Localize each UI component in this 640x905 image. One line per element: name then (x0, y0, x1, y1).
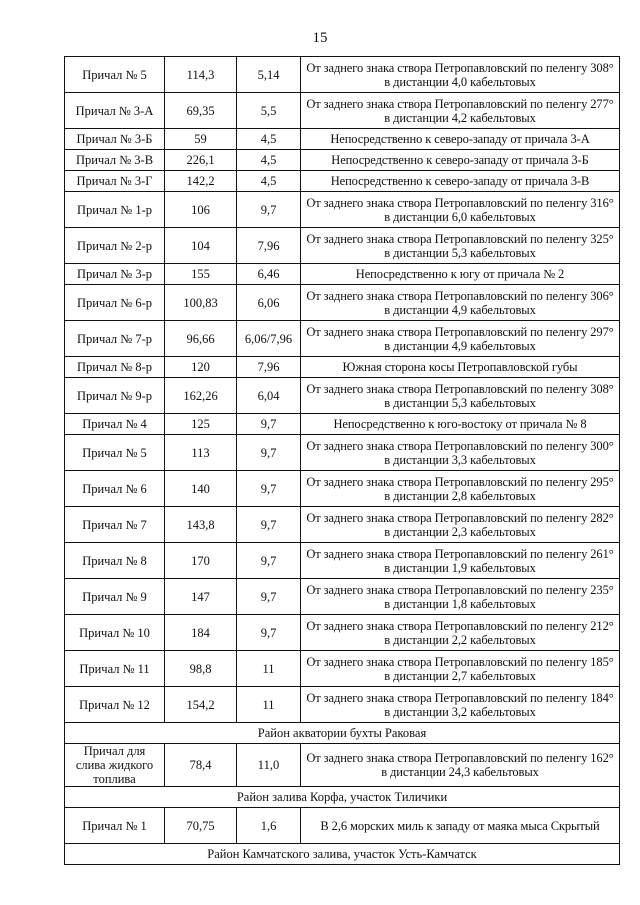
berth-length: 226,1 (165, 150, 237, 171)
berth-name: Причал № 7-р (65, 321, 165, 357)
berth-location: От заднего знака створа Петропавловский по пеленгу 325° в дистанции 5,3 кабельтовых (301, 228, 620, 264)
berth-length: 78,4 (165, 744, 237, 787)
berth-name: Причал для слива жидкого топлива (65, 744, 165, 787)
berth-location: Непосредственно к северо-западу от причала 3-А (301, 129, 620, 150)
berth-name: Причал № 6-р (65, 285, 165, 321)
table-row (65, 57, 620, 93)
berth-length: 142,2 (165, 171, 237, 192)
table-row (65, 357, 620, 378)
berth-depth: 6,06 (237, 285, 301, 321)
berth-depth: 6,46 (237, 264, 301, 285)
berth-length: 113 (165, 435, 237, 471)
berth-depth: 5,5 (237, 93, 301, 129)
table-row (65, 321, 620, 357)
berth-length: 106 (165, 192, 237, 228)
table-row (65, 543, 620, 579)
berth-location: От заднего знака створа Петропавловский по пеленгу 308° в дистанции 4,0 кабельтовых (301, 57, 620, 93)
berth-name: Причал № 1-р (65, 192, 165, 228)
table-row (65, 414, 620, 435)
table-row (65, 129, 620, 150)
berth-location: От заднего знака створа Петропавловский по пеленгу 277° в дистанции 4,2 кабельтовых (301, 93, 620, 129)
berth-depth: 7,96 (237, 357, 301, 378)
section-row (65, 787, 620, 808)
table-row (65, 171, 620, 192)
berth-depth: 9,7 (237, 543, 301, 579)
table-row (65, 507, 620, 543)
table-row (65, 471, 620, 507)
berth-name: Причал № 3-В (65, 150, 165, 171)
berth-length: 69,35 (165, 93, 237, 129)
berth-name: Причал № 9-р (65, 378, 165, 414)
berth-length: 104 (165, 228, 237, 264)
berth-name: Причал № 10 (65, 615, 165, 651)
table-row (65, 651, 620, 687)
berth-length: 147 (165, 579, 237, 615)
table-row (65, 615, 620, 651)
berth-location: Непосредственно к югу от причала № 2 (301, 264, 620, 285)
table-row (65, 687, 620, 723)
berth-depth: 11,0 (237, 744, 301, 787)
berth-length: 170 (165, 543, 237, 579)
berth-location: От заднего знака створа Петропавловский по пеленгу 295° в дистанции 2,8 кабельтовых (301, 471, 620, 507)
berth-name: Причал № 3-Г (65, 171, 165, 192)
berth-location: От заднего знака створа Петропавловский по пеленгу 162° в дистанции 24,3 кабельтовых (301, 744, 620, 787)
section-title: Район залива Корфа, участок Тиличики (65, 787, 620, 808)
berth-location: От заднего знака створа Петропавловский по пеленгу 235° в дистанции 1,8 кабельтовых (301, 579, 620, 615)
berth-name: Причал № 11 (65, 651, 165, 687)
berth-depth: 11 (237, 651, 301, 687)
berth-name: Причал № 5 (65, 57, 165, 93)
table-row (65, 808, 620, 844)
berth-location: От заднего знака створа Петропавловский по пеленгу 308° в дистанции 5,3 кабельтовых (301, 378, 620, 414)
berth-depth: 7,96 (237, 228, 301, 264)
berth-name: Причал № 8 (65, 543, 165, 579)
berth-depth: 4,5 (237, 129, 301, 150)
berth-length: 184 (165, 615, 237, 651)
section-title: Район Камчатского залива, участок Усть-Камчатск (65, 844, 620, 865)
berth-location: Непосредственно к северо-западу от причала 3-В (301, 171, 620, 192)
berth-depth: 6,06/7,96 (237, 321, 301, 357)
berth-location: От заднего знака створа Петропавловский по пеленгу 300° в дистанции 3,3 кабельтовых (301, 435, 620, 471)
berth-location: Южная сторона косы Петропавловской губы (301, 357, 620, 378)
berth-location: От заднего знака створа Петропавловский по пеленгу 184° в дистанции 3,2 кабельтовых (301, 687, 620, 723)
berth-location: От заднего знака створа Петропавловский по пеленгу 261° в дистанции 1,9 кабельтовых (301, 543, 620, 579)
berth-depth: 1,6 (237, 808, 301, 844)
berth-depth: 9,7 (237, 192, 301, 228)
berth-length: 70,75 (165, 808, 237, 844)
berth-length: 140 (165, 471, 237, 507)
berth-name: Причал № 3-А (65, 93, 165, 129)
berth-name: Причал № 5 (65, 435, 165, 471)
table-row (65, 579, 620, 615)
berth-name: Причал № 3-р (65, 264, 165, 285)
berth-name: Причал № 12 (65, 687, 165, 723)
table-row (65, 93, 620, 129)
berth-depth: 4,5 (237, 171, 301, 192)
berth-depth: 6,04 (237, 378, 301, 414)
berth-name: Причал № 2-р (65, 228, 165, 264)
section-title: Район акватории бухты Раковая (65, 723, 620, 744)
berth-length: 100,83 (165, 285, 237, 321)
berth-name: Причал № 3-Б (65, 129, 165, 150)
berths-table (64, 56, 620, 865)
section-row (65, 844, 620, 865)
berth-depth: 9,7 (237, 471, 301, 507)
berth-location: От заднего знака створа Петропавловский по пеленгу 185° в дистанции 2,7 кабельтовых (301, 651, 620, 687)
berth-name: Причал № 8-р (65, 357, 165, 378)
berth-name: Причал № 1 (65, 808, 165, 844)
table-row (65, 285, 620, 321)
table-row (65, 192, 620, 228)
berth-depth: 9,7 (237, 414, 301, 435)
table-row (65, 378, 620, 414)
berth-length: 96,66 (165, 321, 237, 357)
table-row (65, 435, 620, 471)
section-row (65, 723, 620, 744)
berth-length: 162,26 (165, 378, 237, 414)
page-number: 15 (312, 30, 328, 46)
berth-name: Причал № 9 (65, 579, 165, 615)
berth-length: 114,3 (165, 57, 237, 93)
berth-location: От заднего знака створа Петропавловский по пеленгу 282° в дистанции 2,3 кабельтовых (301, 507, 620, 543)
berth-depth: 5,14 (237, 57, 301, 93)
berth-name: Причал № 4 (65, 414, 165, 435)
berth-location: В 2,6 морских миль к западу от маяка мыса Скрытый (301, 808, 620, 844)
table-row (65, 744, 620, 787)
berth-location: Непосредственно к юго-востоку от причала № 8 (301, 414, 620, 435)
berth-depth: 11 (237, 687, 301, 723)
table-row (65, 150, 620, 171)
berth-location: От заднего знака створа Петропавловский по пеленгу 306° в дистанции 4,9 кабельтовых (301, 285, 620, 321)
berth-depth: 9,7 (237, 615, 301, 651)
berth-location: От заднего знака створа Петропавловский по пеленгу 212° в дистанции 2,2 кабельтовых (301, 615, 620, 651)
berth-length: 154,2 (165, 687, 237, 723)
berth-length: 120 (165, 357, 237, 378)
table-row (65, 264, 620, 285)
berth-depth: 9,7 (237, 579, 301, 615)
berth-location: От заднего знака створа Петропавловский по пеленгу 297° в дистанции 4,9 кабельтовых (301, 321, 620, 357)
berth-location: От заднего знака створа Петропавловский по пеленгу 316° в дистанции 6,0 кабельтовых (301, 192, 620, 228)
berth-depth: 9,7 (237, 507, 301, 543)
berth-depth: 9,7 (237, 435, 301, 471)
berth-length: 155 (165, 264, 237, 285)
berth-length: 59 (165, 129, 237, 150)
berth-name: Причал № 7 (65, 507, 165, 543)
berth-length: 125 (165, 414, 237, 435)
berth-name: Причал № 6 (65, 471, 165, 507)
berth-depth: 4,5 (237, 150, 301, 171)
berth-location: Непосредственно к северо-западу от причала 3-Б (301, 150, 620, 171)
table-row (65, 228, 620, 264)
berth-length: 143,8 (165, 507, 237, 543)
berth-length: 98,8 (165, 651, 237, 687)
